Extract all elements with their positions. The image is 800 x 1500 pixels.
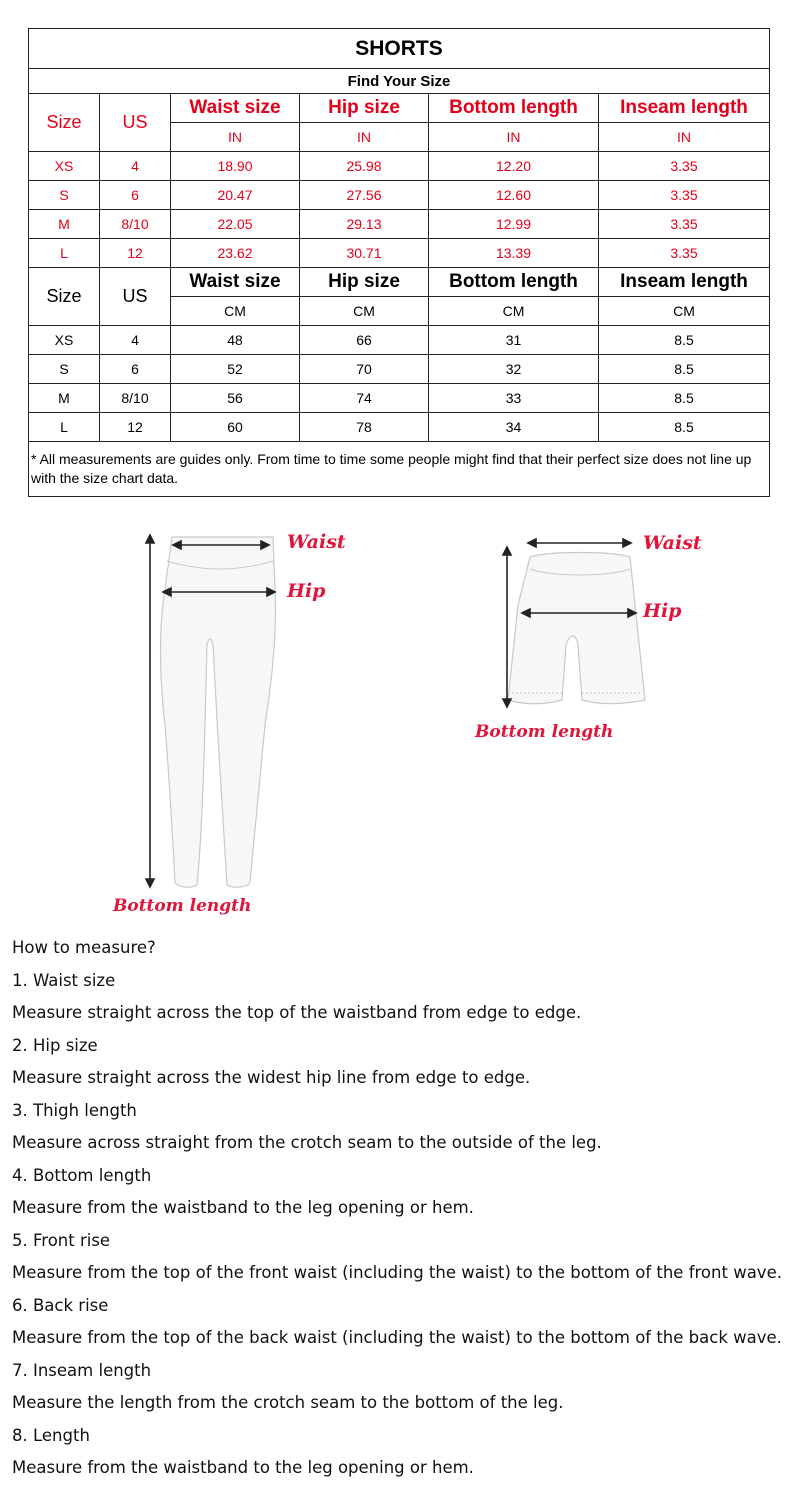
table-row <box>29 384 770 413</box>
cell-us: 8/10 <box>100 210 171 239</box>
cell-waist: 48 <box>171 326 300 355</box>
cell-us: 4 <box>100 326 171 355</box>
unit-in: IN <box>429 123 599 152</box>
cell-waist: 56 <box>171 384 300 413</box>
cell-inseam: 3.35 <box>599 181 770 210</box>
cell-hip: 25.98 <box>300 152 429 181</box>
leggings-outline <box>161 537 276 887</box>
shorts-bottom-length-label: Bottom length <box>475 722 614 742</box>
table-row <box>29 413 770 442</box>
shorts-measurement-diagram <box>470 525 730 750</box>
header-inseam-cm: Inseam length <box>599 268 770 297</box>
instruction-text: Measure across straight from the crotch seam to the outside of the leg. <box>12 1133 602 1152</box>
cell-bottom: 33 <box>429 384 599 413</box>
cell-us: 8/10 <box>100 384 171 413</box>
instruction-text: Measure the length from the crotch seam to the bottom of the leg. <box>12 1393 564 1412</box>
leggings-hip-label: Hip <box>287 580 326 602</box>
instruction-title: 3. Thigh length <box>12 1100 137 1120</box>
unit-cm: CM <box>429 297 599 326</box>
cell-us: 6 <box>100 181 171 210</box>
header-waist-cm: Waist size <box>171 268 300 297</box>
instruction-text: Measure from the waistband to the leg opening or hem. <box>12 1458 474 1477</box>
table-row <box>29 355 770 384</box>
instruction-title: 5. Front rise <box>12 1230 111 1250</box>
cell-hip: 78 <box>300 413 429 442</box>
instruction-title: 7. Inseam length <box>12 1360 152 1380</box>
cell-waist: 23.62 <box>171 239 300 268</box>
shorts-waist-label: Waist <box>643 532 702 554</box>
cell-size: L <box>29 239 100 268</box>
leggings-bottom-length-label: Bottom length <box>113 896 252 916</box>
header-us-cm: US <box>100 268 171 326</box>
cell-inseam: 3.35 <box>599 239 770 268</box>
cell-us: 12 <box>100 413 171 442</box>
cell-us: 12 <box>100 239 171 268</box>
cell-waist: 18.90 <box>171 152 300 181</box>
instruction-text: Measure from the top of the front waist (including the waist) to the bottom of the front wave. <box>12 1263 782 1282</box>
cell-hip: 74 <box>300 384 429 413</box>
header-bottom-in: Bottom length <box>429 94 599 123</box>
unit-cm: CM <box>171 297 300 326</box>
leggings-measurement-diagram <box>105 525 365 920</box>
cell-hip: 27.56 <box>300 181 429 210</box>
instruction-text: Measure from the top of the back waist (including the waist) to the bottom of the back wave. <box>12 1328 782 1347</box>
cell-inseam: 3.35 <box>599 152 770 181</box>
table-note: * All measurements are guides only. From time to time some people might find that their perfect size does not line up with the size chart data. <box>29 442 770 497</box>
cell-inseam: 8.5 <box>599 413 770 442</box>
instruction-title: 8. Length <box>12 1425 90 1445</box>
cell-size: L <box>29 413 100 442</box>
unit-in: IN <box>171 123 300 152</box>
table-row <box>29 152 770 181</box>
size-chart-table <box>28 28 770 497</box>
unit-in: IN <box>300 123 429 152</box>
cell-bottom: 32 <box>429 355 599 384</box>
cell-waist: 52 <box>171 355 300 384</box>
header-waist-in: Waist size <box>171 94 300 123</box>
header-size-in: Size <box>29 94 100 152</box>
header-hip-cm: Hip size <box>300 268 429 297</box>
unit-in: IN <box>599 123 770 152</box>
cell-size: S <box>29 181 100 210</box>
table-subtitle: Find Your Size <box>29 69 770 94</box>
cell-waist: 60 <box>171 413 300 442</box>
cell-inseam: 3.35 <box>599 210 770 239</box>
instruction-title: 1. Waist size <box>12 970 116 990</box>
header-inseam-in: Inseam length <box>599 94 770 123</box>
cell-inseam: 8.5 <box>599 384 770 413</box>
cell-us: 4 <box>100 152 171 181</box>
instruction-title: 6. Back rise <box>12 1295 109 1315</box>
cell-inseam: 8.5 <box>599 355 770 384</box>
cell-us: 6 <box>100 355 171 384</box>
instruction-title: 2. Hip size <box>12 1035 98 1055</box>
instruction-title: 4. Bottom length <box>12 1165 152 1185</box>
cell-inseam: 8.5 <box>599 326 770 355</box>
cell-bottom: 12.99 <box>429 210 599 239</box>
cell-size: XS <box>29 326 100 355</box>
table-row <box>29 239 770 268</box>
how-to-measure-section <box>12 932 792 1485</box>
cell-size: S <box>29 355 100 384</box>
unit-cm: CM <box>300 297 429 326</box>
cell-bottom: 31 <box>429 326 599 355</box>
table-title: SHORTS <box>29 29 770 69</box>
cell-bottom: 12.20 <box>429 152 599 181</box>
cell-waist: 20.47 <box>171 181 300 210</box>
cell-hip: 66 <box>300 326 429 355</box>
cell-size: M <box>29 210 100 239</box>
table-row <box>29 326 770 355</box>
cell-hip: 70 <box>300 355 429 384</box>
cell-size: M <box>29 384 100 413</box>
header-bottom-cm: Bottom length <box>429 268 599 297</box>
header-hip-in: Hip size <box>300 94 429 123</box>
header-us-in: US <box>100 94 171 152</box>
table-row <box>29 181 770 210</box>
cell-bottom: 34 <box>429 413 599 442</box>
cell-waist: 22.05 <box>171 210 300 239</box>
table-row <box>29 210 770 239</box>
shorts-hip-label: Hip <box>643 600 682 622</box>
cell-bottom: 13.39 <box>429 239 599 268</box>
header-size-cm: Size <box>29 268 100 326</box>
cell-bottom: 12.60 <box>429 181 599 210</box>
instruction-text: Measure straight across the widest hip line from edge to edge. <box>12 1068 531 1087</box>
leggings-waist-label: Waist <box>287 531 346 553</box>
instruction-text: Measure straight across the top of the waistband from edge to edge. <box>12 1003 582 1022</box>
cell-hip: 30.71 <box>300 239 429 268</box>
cell-size: XS <box>29 152 100 181</box>
instruction-text: Measure from the waistband to the leg opening or hem. <box>12 1198 474 1217</box>
cell-hip: 29.13 <box>300 210 429 239</box>
unit-cm: CM <box>599 297 770 326</box>
how-to-measure-heading: How to measure? <box>12 938 156 957</box>
